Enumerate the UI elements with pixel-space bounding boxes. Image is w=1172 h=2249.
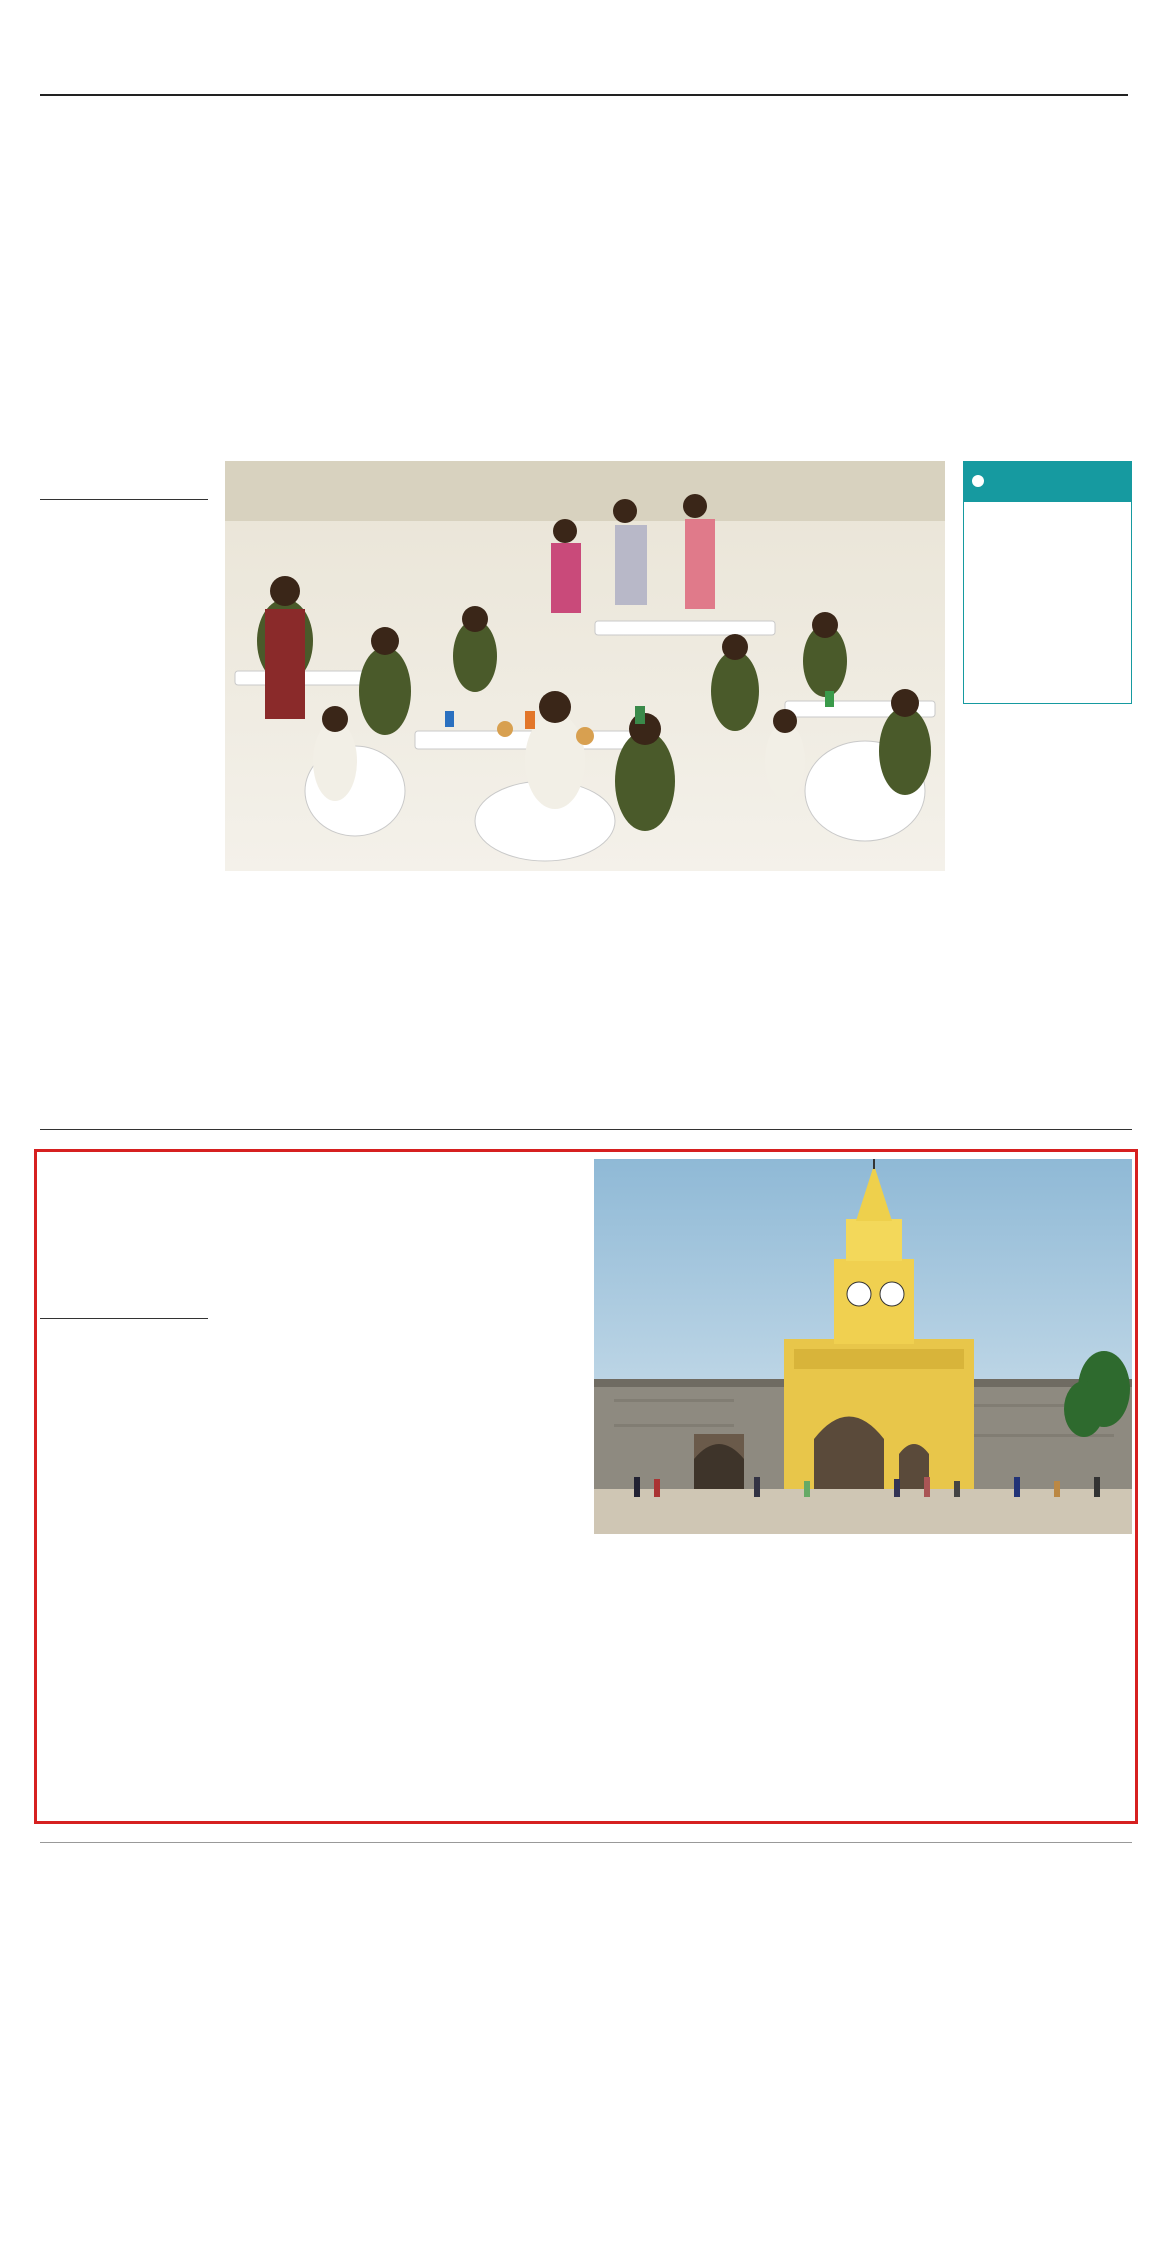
- main-col6: [963, 733, 1132, 1090]
- second-col4: [594, 1573, 762, 1818]
- sidebar-box: [963, 461, 1132, 704]
- section-divider-1: [40, 1129, 1132, 1130]
- clock-tower-photo: [594, 1159, 1132, 1534]
- second-col6: [963, 1573, 1129, 1818]
- main-col1: [40, 530, 208, 1090]
- main-col3: [412, 925, 582, 1090]
- main-byline-rule: [40, 499, 208, 500]
- second-col3: [410, 1286, 580, 1818]
- header-rule: [40, 94, 1128, 96]
- second-col1: [40, 1336, 208, 1818]
- sidebar-header: [964, 462, 1131, 502]
- main-col2: [225, 925, 395, 1090]
- main-photo: [225, 461, 945, 871]
- main-col5: [786, 925, 946, 1090]
- second-byline-rule: [40, 1318, 208, 1319]
- second-col5: [780, 1573, 948, 1818]
- bullet-dot-icon: [972, 475, 984, 487]
- second-col2: [225, 1286, 395, 1818]
- third-top-rule: [40, 1842, 1132, 1843]
- main-col4: [599, 925, 769, 1090]
- sidebar-body: [964, 502, 1131, 522]
